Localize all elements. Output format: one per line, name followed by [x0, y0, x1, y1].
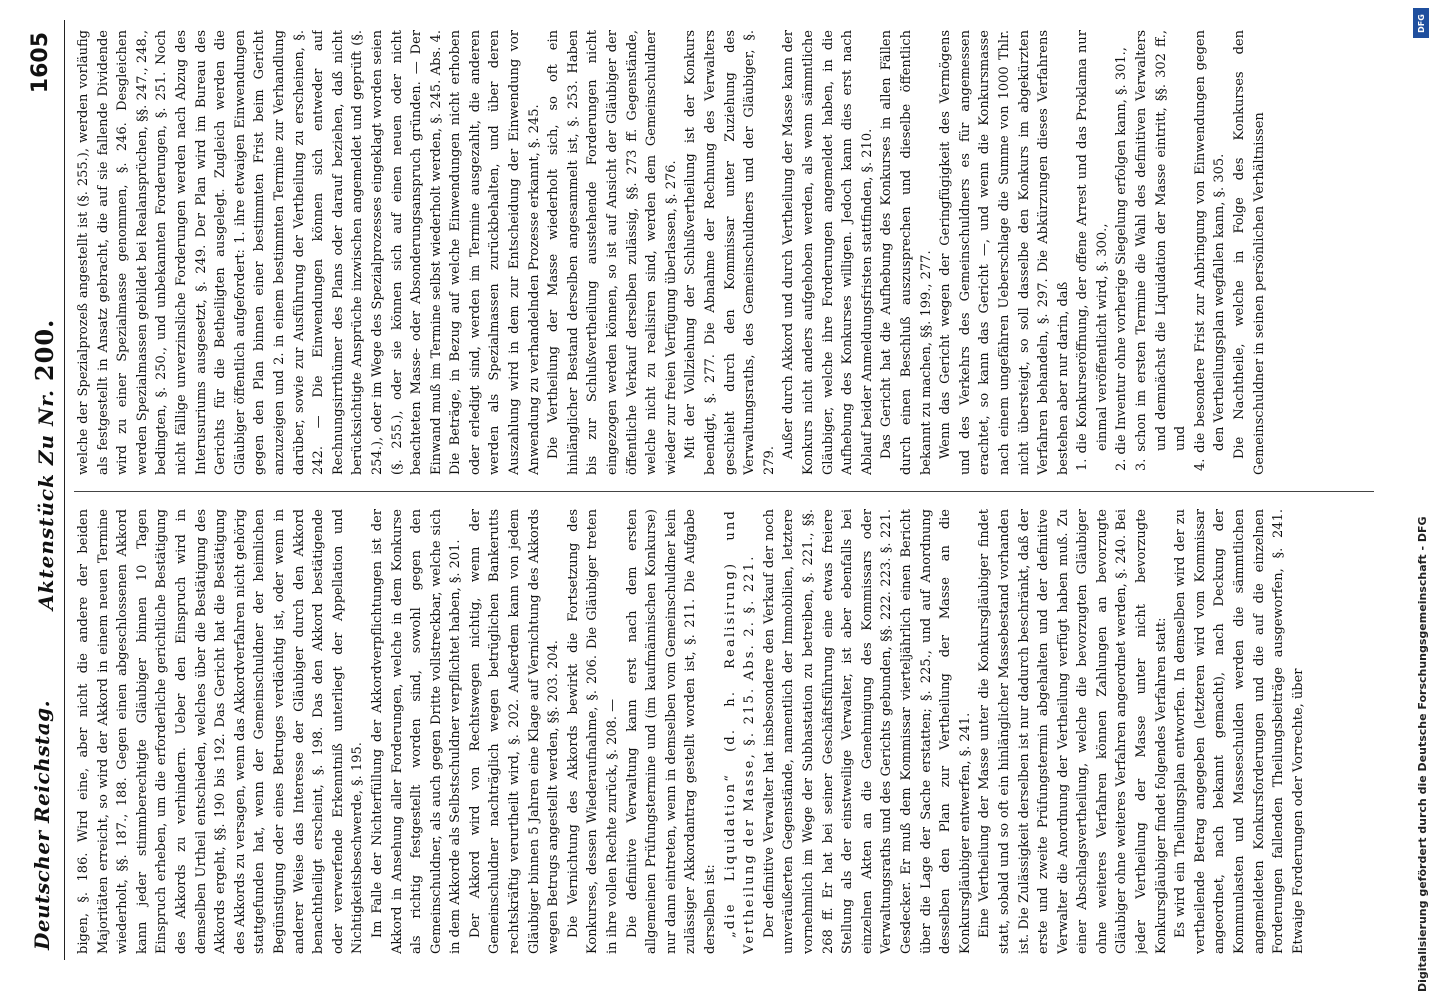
left-column: [74, 509, 1374, 954]
right-column: [74, 30, 1374, 475]
paragraph: „die Liquidation“ (d. h. Realisirung) und Vertheilung der Masse, §. 215. Abs. 2. §. 221.: [722, 509, 758, 954]
list-item: 3. schon im ersten Termine die Wahl des definitiven Verwalters und demnächst die Liquidation der Masse eintritt, §§. 302 ff., und: [1134, 30, 1189, 471]
paragraph: Es wird ein Theilungsplan entworfen. In demselben wird der zu vertheilende Betrag angegeben (letzteren wird vom Kommissar angeordnet, nach bekannt gemacht), nach Deckung der Kommunlasten und Masseschulden werden die sämmtlichen angemeldeten Konkursforderungen und die auf die einzelnen Forderungen fallenden Theilungsbeiträge ausgeworfen, §. 241. Etwaige Forderungen oder Vorrechte, über: [1173, 509, 1306, 954]
page-header: [28, 20, 65, 960]
paragraph: Der Akkord wird von Rechtswegen nichtig, wenn der Gemeinschuldner nachträglich wegen betrüglichen Bankerutts rechtskräftig verurtheilt wird, §. 202. Außerdem kann von jedem Gläubiger binnen 5 Jahren eine Klage auf Vernichtung des Akkords wegen Betrugs angestellt werden, §§. 203. 204.: [467, 509, 562, 954]
paragraph: Die Vertheilung der Masse wiederholt sich, so oft ein hinlänglicher Bestand derselben angesammelt ist, §. 253. Haben bis zur Schlußvertheilung ausstehende Forderungen nicht eingezogen werden können, so ist auf Ansicht der Gläubiger der öffentliche Verkauf derselben zulässig, §§. 273 ff. Gegenstände, welche nicht zu realisiren sind, werden dem Gemeinschuldner wieder zur freien Verfügung überlassen, §. 276.: [546, 30, 679, 475]
paragraph: Das Gericht hat die Aufhebung des Konkurses in allen Fällen durch einen Beschluß auszusprechen und dieselbe öffentlich bekannt zu machen, §§. 199., 277.: [879, 30, 934, 475]
paragraph: Mit der Vollziehung der Schlußvertheilung ist der Konkurs beendigt, §. 277. Die Abnahme der Rechnung des Verwalters geschieht durch den Kommissar unter Zuziehung des Verwaltungsraths, des Gemeinschuldners und der Gläubiger, §. 279.: [683, 30, 777, 475]
paragraph: bigen, §. 186. Wird eine, aber nicht die andere der beiden Majoritäten erreicht, so wird der Akkord in einem neuen Termine wiederholt, §§. 187., 188. Gegen einen abgeschlossenen Akkord kann jeder stimmberechtigte Gläubiger binnen 10 Tagen Einspruch erheben, um die erforderliche gerichtliche Bestätigung des Akkords zu verhindern. Ueber den Einspruch wird in demselben Urtheil entschieden, welches über die Bestätigung des Akkords ergeht, §§. 190 bis 192. Das Gericht hat die Bestätigung des Akkords zu versagen, wenn das Akkordverfahren nicht gehörig stattgefunden hat, wenn der Gemeinschuldner der heimlichen Begünstigung oder eines Betruges verdächtig ist, oder wenn in anderer Weise das Interesse der Gläubiger durch den Akkord benachtheiligt erscheint, §. 198. Das den Akkord bestätigende oder verwerfende Erkenntniß unterliegt der Appellation und Nichtigkeitsbeschwerde, §. 195.: [76, 509, 366, 954]
paragraph: Die Nachtheile, welche in Folge des Konkurses den Gemeinschuldner in seinen persönlichen Verhältnissen: [1232, 30, 1267, 475]
document-title-text: Aktenstück Zu Nr.: [34, 389, 58, 610]
paragraph: Die definitive Verwaltung kann erst nach dem ersten allgemeinen Prüfungstermine und (im kaufmännischen Konkurse) nur dann eintreten, wenn in demselben vom Gemeinschuldner kein zulässiger Akkordantrag gestellt worden ist, §. 211. Die Aufgabe derselben ist:: [624, 509, 718, 954]
list-item: 4. die besondere Frist zur Anbringung von Einwendungen gegen den Vertheilungsplan wegfallen kann, §. 305.: [1192, 30, 1228, 471]
paragraph: Im Falle der Nichterfüllung der Akkordverpflichtungen ist der Akkord in Ansehung aller Forderungen, welche in dem Konkurse als richtig festgestellt worden sind, sowohl gegen den Gemeinschuldner, als auch gegen Dritte vollstreckbar, welche sich in dem Akkorde als Selbstschuldner verpflichtet haben, §. 201.: [369, 509, 464, 954]
credit-text: Digitalisierung gefördert durch die Deutsche Forschungsgemeinschaft - DFG: [1416, 516, 1429, 992]
list-item: 2. die Inventur ohne vorherige Siegelung erfolgen kann, §. 301.,: [1114, 47, 1130, 471]
publication-title: Deutscher Reichstag.: [30, 699, 54, 950]
digitization-credit: [1396, 8, 1429, 992]
dfg-logo-text: DFG: [1416, 13, 1426, 33]
paragraph: Der definitive Verwalter hat insbesondere den Verkauf der noch unveräußerten Gegenstände, namentlich der Immobilien, letztere vornehmlich im Wege der Subhastation zu betreiben, §. 221., §§. 268 ff. Er hat bei seiner Geschäftsführung eine etwas freiere Stellung als der einstweilige Verwalter, ist aber ebenfalls bei einzelnen Akten an die Genehmigung des Kommissars oder Verwaltungsraths und des Gerichts gebunden, §§. 222. 223. §. 221. Gesdecker. Er muß dem Kommissar vierteljährlich einen Bericht über die Lage der Sache erstatten; §. 225., und auf Anordnung desselben den Plan zur Vertheilung der Masse an die Konkursgläubiger entwerfen, §. 241.: [761, 509, 973, 954]
paragraph: Wenn das Gericht wegen der Geringfügigkeit des Vermögens und des Verkehrs des Gemeinschuldners es für angemessen erachtet, so kann das Gericht —, und wenn die Konkursmasse nach einem ungefähren Ueberschlage die Summe von 1000 Thlr. nicht übersteigt, so soll dasselbe den Konkurs im abgekürzten Verfahren behandeln, §. 297. Die Abkürzungen dieses Verfahrens bestehen aber nur darin, daß: [938, 30, 1071, 475]
list-item: 1. die Konkurseröffnung, der offene Arrest und das Proklama nur einmal veröffentlicht wird, §. 300.,: [1075, 30, 1110, 471]
paragraph: welche der Spezialprozeß angestellt ist (§. 255.), werden vorläufig als festgestellt in Ansatz gebracht, die auf sie fallende Dividende wird zu einer Spezialmasse genommen, §. 246. Desgleichen werden Spezialmassen gebildet bei Realansprüchen, §§. 247., 248., bedingten, §. 250., und unbekannten Forderungen, §. 251. Noch nicht fällige unverzinsliche Forderungen werden nach Abzug des Interusuriums ausgesetzt, §. 249. Der Plan wird im Bureau des Gerichts für die Betheiligten ausgelegt. Zugleich werden die Gläubiger öffentlich aufgefordert: 1. ihre etwaigen Einwendungen gegen den Plan binnen einer bestimmten Frist beim Gericht anzuzeigen und 2. in einem bestimmten Termine zur Verhandlung darüber, sowie zur Ausführung der Vertheilung zu erscheinen, §. 242. — Die Einwendungen können sich entweder auf Rechnungsirrthümer des Plans oder darauf beziehen, daß nicht berücksichtigte Ansprüche inzwischen angemeldet und geprüft (§. 254.), oder im Wege des Spezialprozesses eingeklagt worden seien (§. 255.), oder sie können sich auf einen neuen oder nicht beachteten Masse- oder Absonderungsanspruch gründen. — Der Einwand muß im Termine selbst wiederholt werden, §. 245. Abs. 4. Die Beträge, in Bezug auf welche Einwendungen nicht erhoben oder erledigt sind, werden im Termine ausgezahlt, die anderen werden als Spezialmassen zurückbehalten, und über deren Auszahlung wird in dem zur Entscheidung der Einwendung vor Anwendung zu verhandelnden Prozesse erkannt, §. 245.: [76, 30, 542, 475]
paragraph: Außer durch Akkord und durch Vertheilung der Masse kann der Konkurs nicht anders aufgehoben werden, als wenn sämmtliche Gläubiger, welche ihre Forderungen angemeldet haben, in die Aufhebung des Konkurses willigen. Jedoch kann dies erst nach Ablauf beider Anmeldungsfristen stattfinden, §. 210.: [781, 30, 875, 475]
paragraph: Die Vernichtung des Akkords bewirkt die Fortsetzung des Konkurses, dessen Wiederaufnahme, §. 206. Die Gläubiger treten in ihre vollen Rechte zurück, §. 208. —: [565, 509, 621, 954]
document-number: 200.: [30, 318, 59, 382]
document-title: [30, 319, 59, 610]
page-number: 1605: [28, 32, 53, 94]
paragraph: Eine Vertheilung der Masse unter die Konkursgläubiger findet statt, sobald und so oft ein hinlänglicher Massebestand vorhanden ist. Die Zulässigkeit derselben ist nur dadurch beschränkt, daß der erste und zweite Prüfungstermin abgehalten und der definitive Verwalter die Anordnung der Vertheilung verfügt haben muß. Zu einer Abschlagsvertheilung, welche die bevorzugten Gläubiger ohne weiteres Verfahren können Zahlungen an bevorzugte Gläubiger ohne weiteres Verfahren angeordnet werden, §. 240. Bei jeder Vertheilung der Masse unter nicht bevorzugte Konkursgläubiger findet folgendes Verfahren statt:: [977, 509, 1169, 954]
numbered-list: [1073, 30, 1230, 475]
dfg-logo: [1413, 8, 1429, 38]
column-divider: [74, 491, 1374, 492]
